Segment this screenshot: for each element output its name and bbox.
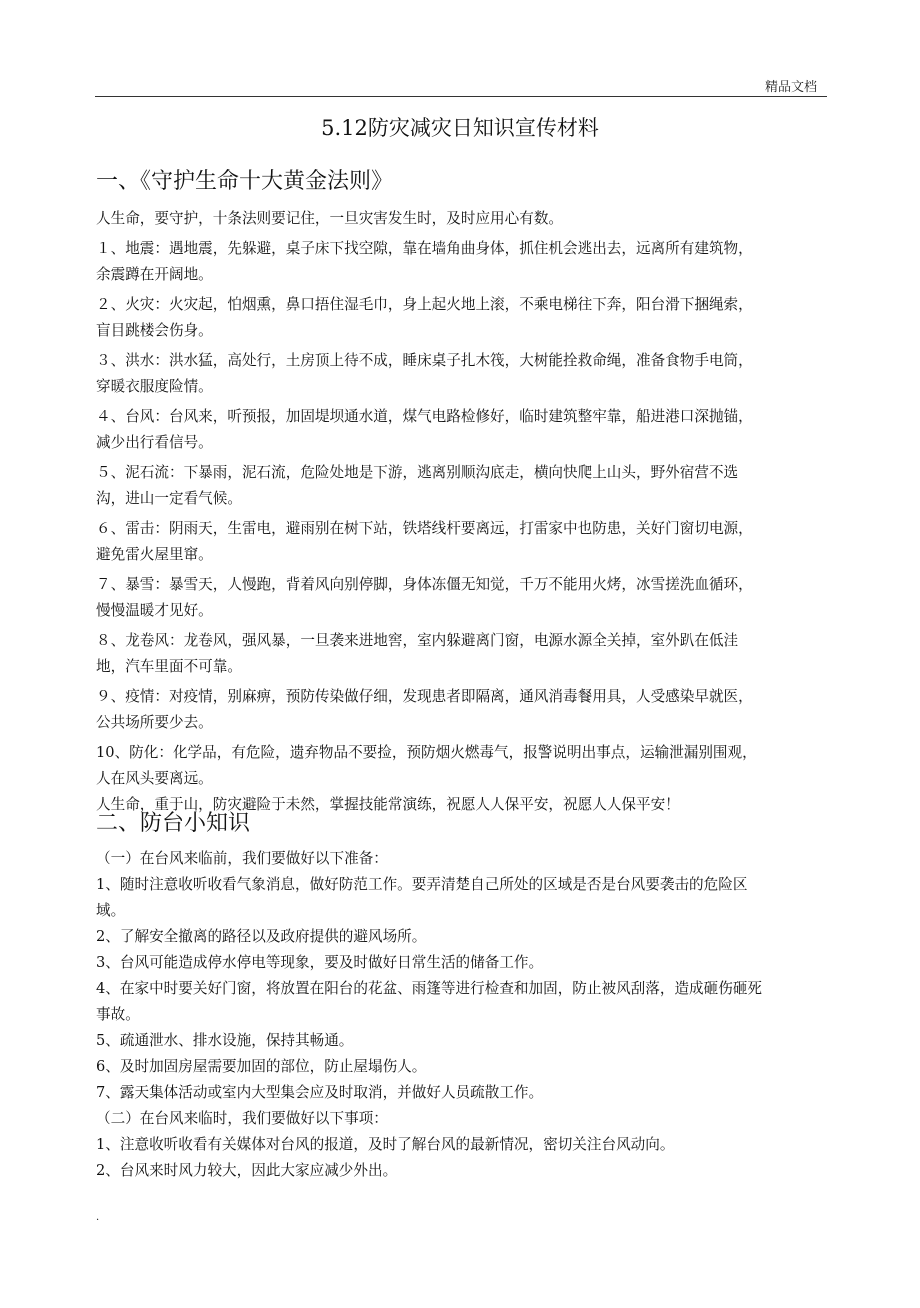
prep-item: 2、了解安全撤离的路径以及政府提供的避风场所。 [96, 928, 427, 945]
prep-item: 1、随时注意收听收看气象消息，做好防范工作。要弄清楚自己所处的区域是否是台风要袭击的危险区域。 [96, 876, 748, 919]
document-title: 5.12防灾减灾日知识宣传材料 [321, 116, 599, 140]
rule-item: ９、疫情：对疫情，别麻痹，预防传染做仔细，发现患者即隔离，通风消毒餐用具，人受感染早就医，公共场所要少去。 [96, 688, 753, 731]
header-label: 精品文档 [764, 80, 817, 95]
rule-item: ７、暴雪：暴雪天，人慢跑，背着风向别停脚，身体冻僵无知觉，千万不能用火烤，冰雪搓洗血循环，慢慢温暖才见好。 [96, 576, 753, 619]
prep-item: 6、及时加固房屋需要加固的部位，防止屋塌伤人。 [96, 1058, 427, 1075]
action-item: 2、台风来时风力较大，因此大家应减少外出。 [96, 1162, 398, 1179]
section2-body [96, 846, 762, 1184]
section1-body [96, 206, 762, 818]
header-rule [95, 96, 827, 97]
section1-intro: 人生命，要守护，十条法则要记住，一旦灾害发生时，及时应用心有数。 [96, 210, 564, 227]
section1-heading: 一、《守护生命十大黄金法则》 [96, 169, 394, 194]
footer-mark: . [96, 1212, 100, 1223]
subsection-heading: （二）在台风来临时，我们要做好以下事项： [96, 1110, 388, 1127]
rule-item: 10、防化：化学品，有危险，遗弃物品不要捡，预防烟火燃毒气，报警说明出事点，运输泄漏别围观，人在风头要离远。 [96, 744, 757, 787]
prep-item: 5、疏通泄水、排水设施，保持其畅通。 [96, 1032, 354, 1049]
prep-item: 3、台风可能造成停水停电等现象，要及时做好日常生活的储备工作。 [96, 954, 544, 971]
section1-closing: 人生命，重于山，防灾避险于未然，掌握技能常演练，祝愿人人保平安，祝愿人人保平安！ [96, 796, 680, 813]
action-item: 1、注意收听收看有关媒体对台风的报道，及时了解台风的最新情况，密切关注台风动向。 [96, 1136, 675, 1153]
rule-item: ３、洪水：洪水猛，高处行，土房顶上待不成，睡床桌子扎木筏，大树能拴救命绳，准备食物手电筒，穿暖衣服度险情。 [96, 352, 753, 395]
rule-item: ６、雷击：阴雨天，生雷电，避雨别在树下站，铁塔线杆要离远，打雷家中也防患，关好门窗切电源，避免雷火屋里窜。 [96, 520, 753, 563]
prep-item: 4、在家中时要关好门窗，将放置在阳台的花盆、雨篷等进行检查和加固，防止被风刮落，造成砸伤砸死事故。 [96, 980, 763, 1023]
rule-item: ４、台风：台风来，听预报，加固堤坝通水道，煤气电路检修好，临时建筑整牢靠，船进港口深抛锚，减少出行看信号。 [96, 408, 753, 451]
rule-item: １、地震：遇地震，先躲避，桌子床下找空隙，靠在墙角曲身体，抓住机会逃出去，远离所有建筑物，余震蹲在开阔地。 [96, 240, 753, 283]
rule-item: ８、龙卷风：龙卷风，强风暴，一旦袭来进地窖，室内躲避离门窗，电源水源全关掉，室外趴在低洼地，汽车里面不可靠。 [96, 632, 739, 675]
subsection-heading: （一）在台风来临前，我们要做好以下准备： [96, 850, 388, 867]
rule-item: ２、火灾：火灾起，怕烟熏，鼻口捂住湿毛巾，身上起火地上滚，不乘电梯往下奔，阳台滑下捆绳索，盲目跳楼会伤身。 [96, 296, 753, 339]
rule-item: ５、泥石流：下暴雨，泥石流，危险处地是下游，逃离别顺沟底走，横向快爬上山头，野外宿营不选沟，进山一定看气候。 [96, 464, 739, 507]
prep-item: 7、露天集体活动或室内大型集会应及时取消，并做好人员疏散工作。 [96, 1084, 544, 1101]
section2-heading: 二、防台小知识 [96, 811, 251, 836]
